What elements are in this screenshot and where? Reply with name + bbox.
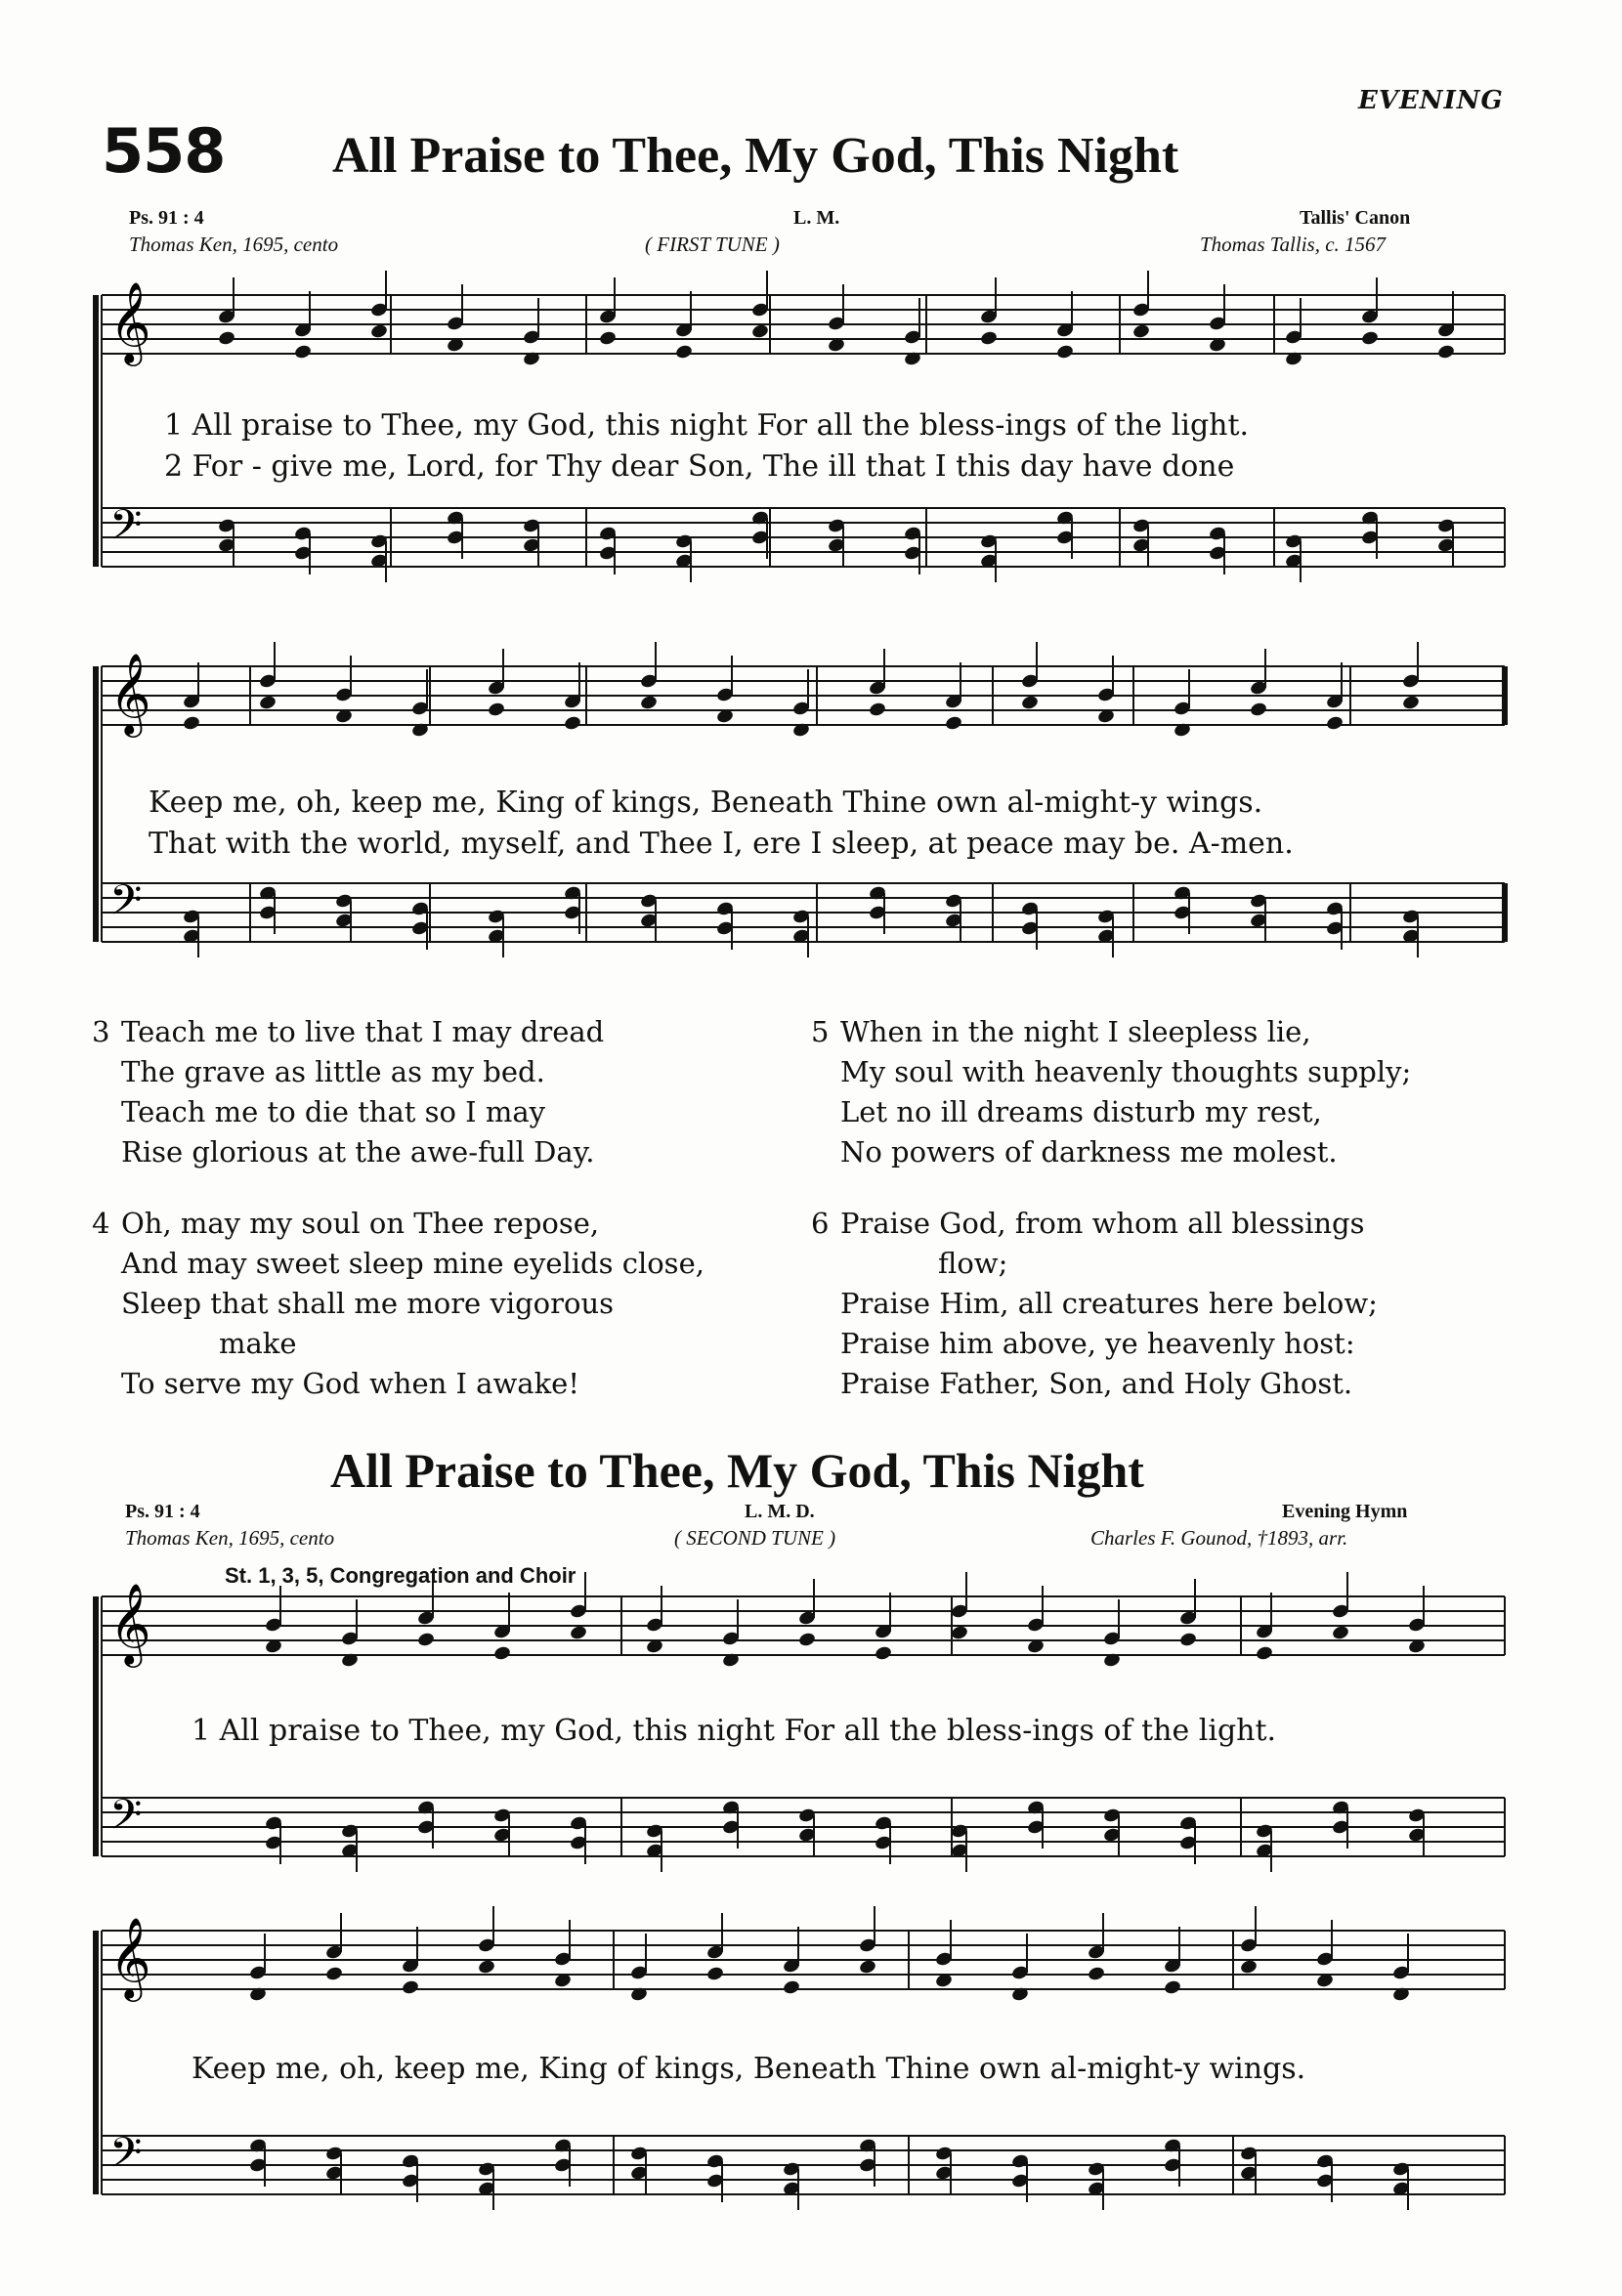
stanza-3 (92, 1012, 604, 1172)
lyric-line-1: 1 All praise to Thee, my God, this night For all the bless-ings of the light. (164, 408, 1250, 443)
performance-rubric: St. 1, 3, 5, Congregation and Choir (225, 1563, 576, 1588)
stanza-line: And may sweet sleep mine eyelids close, (121, 1247, 704, 1280)
lyric-line-4: That with the world, myself, and Thee I, ere I sleep, at peace may be. A-men. (149, 827, 1294, 861)
treble-clef-icon: 𝄞 (109, 652, 151, 734)
stanza-line: Praise God, from whom all blessings (840, 1207, 1365, 1240)
note-head (1255, 1645, 1273, 1662)
tune-name-2: Evening Hymn (1282, 1501, 1408, 1522)
note-head (705, 1966, 724, 1982)
note-head (1331, 1625, 1349, 1641)
composer-1: Thomas Tallis, c. 1567 (1200, 233, 1387, 256)
note-head (563, 715, 581, 732)
hymn-title: All Praise to Thee, My God, This Night (332, 128, 1179, 184)
note-head (874, 1645, 892, 1662)
stanza-line: When in the night I sleepless lie, (840, 1015, 1311, 1048)
note-head (1325, 715, 1344, 732)
stanza-5 (811, 1012, 1411, 1172)
stanza-line: My soul with heavenly thoughts supply; (840, 1055, 1412, 1088)
note-head (416, 1632, 435, 1648)
tune-name-1: Tallis' Canon (1300, 207, 1411, 229)
composer-2: Charles F. Gounod, †1893, arr. (1090, 1526, 1348, 1550)
note-head (1249, 702, 1267, 718)
note-head (477, 1959, 495, 1976)
note-head (858, 1959, 876, 1976)
stanza-line: make (219, 1327, 297, 1360)
note-head (944, 715, 962, 732)
note-head (293, 344, 312, 361)
bass-clef-icon: 𝄢 (109, 2129, 143, 2188)
note-head (1020, 695, 1039, 711)
treble-clef-icon: 𝄞 (109, 1916, 151, 1998)
tune-label-2: ( SECOND TUNE ) (674, 1526, 836, 1550)
stanza-line: Oh, may my soul on Thee repose, (121, 1207, 600, 1240)
note-head (1436, 344, 1455, 361)
note-head (492, 1645, 511, 1662)
stanza-line: Praise Him, all creatures here below; (840, 1287, 1378, 1320)
note-head (1360, 330, 1379, 347)
meter-2: L. M. D. (745, 1501, 815, 1522)
stanza-line: Praise him above, ye heavenly host: (840, 1327, 1355, 1360)
stanza-line: The grave as little as my bed. (121, 1055, 545, 1088)
note-head (797, 1632, 816, 1648)
stanza-line: Sleep that shall me more vigorous (121, 1287, 615, 1320)
lyric-line-t2-1: 1 All praise to Thee, my God, this night For all the bless-ings of the light. (192, 1714, 1277, 1748)
stanza-number: 3 (92, 1015, 110, 1048)
lyric-line-t2-2: Keep me, oh, keep me, King of kings, Beneath Thine own al-might-y wings. (192, 2052, 1306, 2086)
note-head (1087, 1966, 1105, 1982)
stanza-line: Praise Father, Son, and Holy Ghost. (840, 1367, 1353, 1400)
bass-clef-icon: 𝄢 (109, 501, 143, 560)
lyric-line-3: Keep me, oh, keep me, King of kings, Beneath Thine own al-might-y wings. (149, 786, 1263, 820)
stanza-number: 6 (811, 1207, 830, 1240)
stanza-number: 5 (811, 1015, 830, 1048)
meter-1: L. M. (793, 207, 840, 229)
note-head (182, 715, 200, 732)
stanza-line: Teach me to die that so I may (121, 1095, 546, 1128)
stanza-line: Rise glorious at the awe-full Day. (121, 1135, 595, 1169)
note-head (868, 702, 886, 718)
stanza-line: Let no ill dreams disturb my rest, (840, 1095, 1322, 1128)
scripture-ref-2: Ps. 91 : 4 (125, 1501, 200, 1522)
treble-clef-icon: 𝄞 (109, 1582, 151, 1664)
bass-clef-icon: 𝄢 (109, 876, 143, 935)
note-head (258, 695, 277, 711)
stanza-line: Teach me to live that I may dread (121, 1015, 605, 1048)
note-head (1401, 695, 1420, 711)
author-2: Thomas Ken, 1695, cento (125, 1526, 335, 1550)
treble-clef-icon: 𝄞 (109, 280, 151, 362)
note-head (1163, 1979, 1181, 1996)
stanza-6 (811, 1204, 1378, 1404)
note-head (598, 330, 617, 347)
note-head (674, 344, 693, 361)
stanza-line: No powers of darkness me molest. (840, 1135, 1338, 1169)
note-head (369, 323, 388, 340)
note-head (750, 323, 769, 340)
lyric-line-2: 2 For - give me, Lord, for Thy dear Son, The ill that I this day have done (164, 449, 1235, 484)
hymn-number: 558 (102, 115, 226, 187)
bass-clef-icon: 𝄢 (109, 1791, 143, 1850)
note-head (324, 1966, 343, 1982)
scripture-ref-1: Ps. 91 : 4 (129, 207, 204, 229)
section-label: EVENING (1358, 86, 1504, 115)
note-head (487, 702, 505, 718)
note-head (639, 695, 658, 711)
note-head (1178, 1632, 1197, 1648)
note-head (1131, 323, 1150, 340)
author-1: Thomas Ken, 1695, cento (129, 233, 339, 256)
note-head (979, 330, 998, 347)
tune2-title: All Praise to Thee, My God, This Night (330, 1443, 1144, 1498)
note-head (569, 1625, 587, 1641)
stanza-line: To serve my God when I awake! (121, 1367, 579, 1400)
note-head (1239, 1959, 1258, 1976)
stanza-4 (92, 1204, 704, 1404)
note-head (401, 1979, 419, 1996)
stanza-number: 4 (92, 1207, 110, 1240)
note-head (782, 1979, 800, 1996)
note-head (1055, 344, 1074, 361)
note-head (217, 330, 235, 347)
stanza-line: flow; (938, 1247, 1008, 1280)
note-head (950, 1625, 968, 1641)
tune-label-1: ( FIRST TUNE ) (645, 233, 780, 256)
